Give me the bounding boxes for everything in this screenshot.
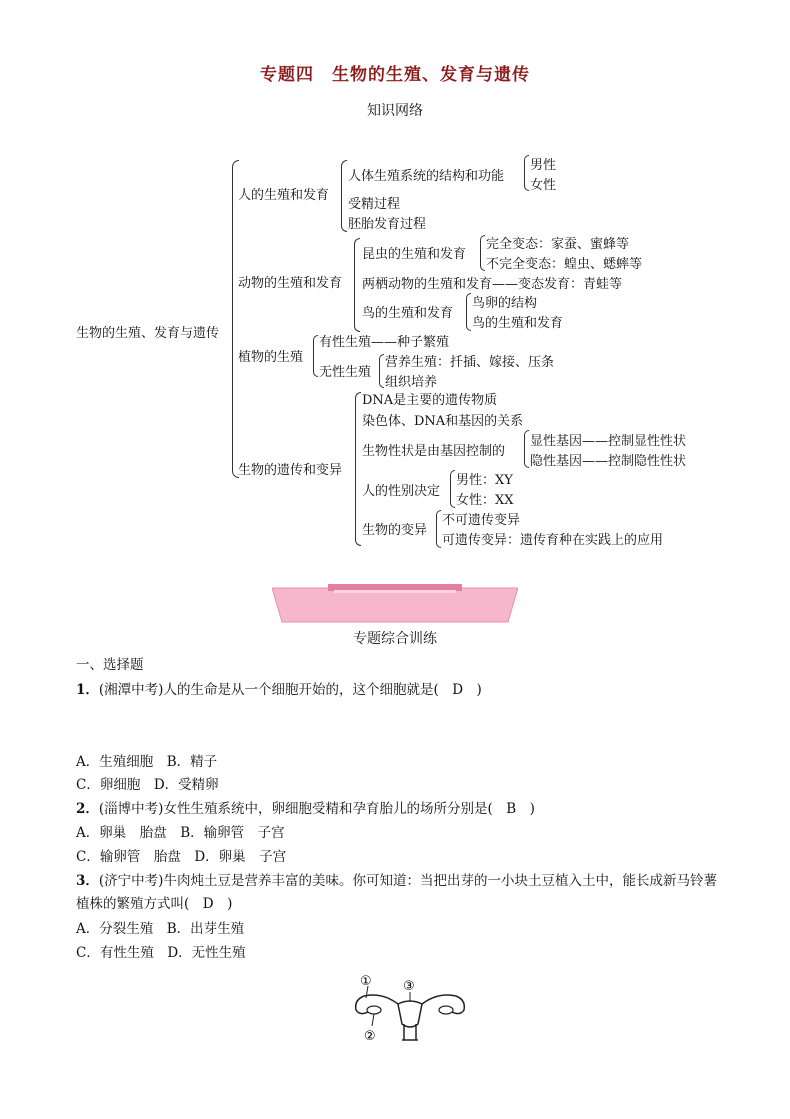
heredity-male-xy: 男性：XY: [456, 473, 513, 488]
heredity-sex: 人的性别决定: [362, 484, 441, 499]
animal-bird-repro: 鸟的生殖和发育: [472, 316, 564, 331]
animal-complete: 完全变态：家蚕、蜜蜂等: [486, 237, 630, 252]
brace-bird: [466, 293, 471, 331]
animal-label: 动物的生殖和发育: [238, 276, 343, 291]
animal-incomplete: 不完全变态：蝗虫、蟋蟀等: [486, 257, 643, 272]
human-male: 男性: [530, 158, 557, 173]
brace-plant: [313, 335, 318, 377]
human-fertilization: 受精过程: [348, 197, 401, 212]
heredity-chromosome: 染色体、DNA和基因的关系: [362, 414, 524, 429]
plant-vegetative: 营养生殖：扦插、嫁接、压条: [385, 355, 555, 370]
animal-insect: 昆虫的生殖和发育: [362, 247, 467, 262]
human-label: 人的生殖和发育: [238, 188, 330, 203]
human-female: 女性: [530, 178, 557, 193]
heredity-trait: 生物性状是由基因控制的: [362, 444, 506, 459]
brace-animal: [354, 238, 360, 332]
plant-asexual: 无性生殖: [319, 365, 372, 380]
option-line: C．输卵管 胎盘 D．卵巢 子宫: [76, 849, 287, 865]
question-text: (济宁中考)牛肉炖土豆是营养丰富的美味。你可知道：当把出芽的一小块土豆植入土中，能长成新马铃薯: [98, 873, 717, 889]
heredity-female-xx: 女性：XX: [456, 493, 514, 508]
heredity-heritable: 可遗传变异：遗传育种在实践上的应用: [442, 533, 664, 548]
plant-sexual: 有性生殖——种子繁殖: [319, 335, 450, 350]
section-banner: [272, 584, 518, 624]
option-line: C．卵细胞 D．受精卵: [76, 777, 219, 793]
question-number: 3．: [76, 873, 99, 889]
heredity-variation: 生物的变异: [362, 523, 428, 538]
page-title: 专题四 生物的生殖、发育与遗传: [260, 65, 530, 85]
plant-tissue: 组织培养: [385, 375, 438, 390]
section-title: 专题综合训练: [353, 631, 437, 647]
question-3-continued: 植株的繁殖方式叫( D ): [76, 896, 233, 912]
human-repro-system: 人体生殖系统的结构和功能: [348, 169, 505, 184]
human-embryo: 胚胎发育过程: [348, 217, 427, 232]
option-line: A．分裂生殖 B．出芽生殖: [76, 921, 245, 937]
brace-sex: [524, 155, 529, 191]
brace-gene: [524, 430, 529, 468]
heredity-non-heritable: 不可遗传变异: [442, 513, 521, 528]
brace-human: [341, 160, 347, 232]
diagram-label-3: ③: [403, 979, 415, 994]
brace-heredity: [355, 392, 361, 546]
option-line: A．生殖细胞 B．精子: [76, 754, 218, 770]
question-1: [76, 678, 482, 698]
plant-label: 植物的生殖: [238, 350, 304, 365]
heredity-dna: DNA是主要的遗传物质: [362, 393, 498, 408]
uterus-diagram: [346, 972, 474, 1044]
question-3: [76, 869, 717, 889]
brace-sex-det: [450, 470, 455, 508]
part-heading: 一、选择题: [76, 657, 144, 673]
brace-insect: [480, 235, 485, 271]
question-text: (湘潭中考)人的生命是从一个细胞开始的，这个细胞就是( D ): [98, 682, 482, 698]
option-line: A．卵巢 胎盘 B．输卵管 子宫: [76, 825, 285, 841]
question-number: 2．: [76, 801, 99, 817]
mindmap-root: 生物的生殖、发育与遗传: [76, 326, 220, 341]
animal-amphibian: 两栖动物的生殖和发育——变态发育：青蛙等: [362, 277, 623, 292]
animal-bird: 鸟的生殖和发育: [362, 306, 454, 321]
question-number: 1．: [76, 682, 99, 698]
question-2: [76, 797, 535, 817]
diagram-label-2: ②: [364, 1029, 376, 1044]
heredity-label: 生物的遗传和变异: [238, 463, 343, 478]
option-line: C．有性生殖 D．无性生殖: [76, 945, 246, 961]
animal-egg-structure: 鸟卵的结构: [472, 296, 538, 311]
brace-root: [232, 160, 239, 478]
diagram-label-1: ①: [360, 974, 372, 989]
brace-variation: [436, 510, 441, 548]
heredity-recessive: 隐性基因——控制隐性性状: [530, 454, 687, 469]
brace-asexual: [379, 354, 384, 388]
section-subtitle: 知识网络: [367, 103, 423, 119]
heredity-dominant: 显性基因——控制显性性状: [530, 434, 687, 449]
question-text: (淄博中考)女性生殖系统中，卵细胞受精和孕育胎儿的场所分别是( B ): [98, 801, 535, 817]
